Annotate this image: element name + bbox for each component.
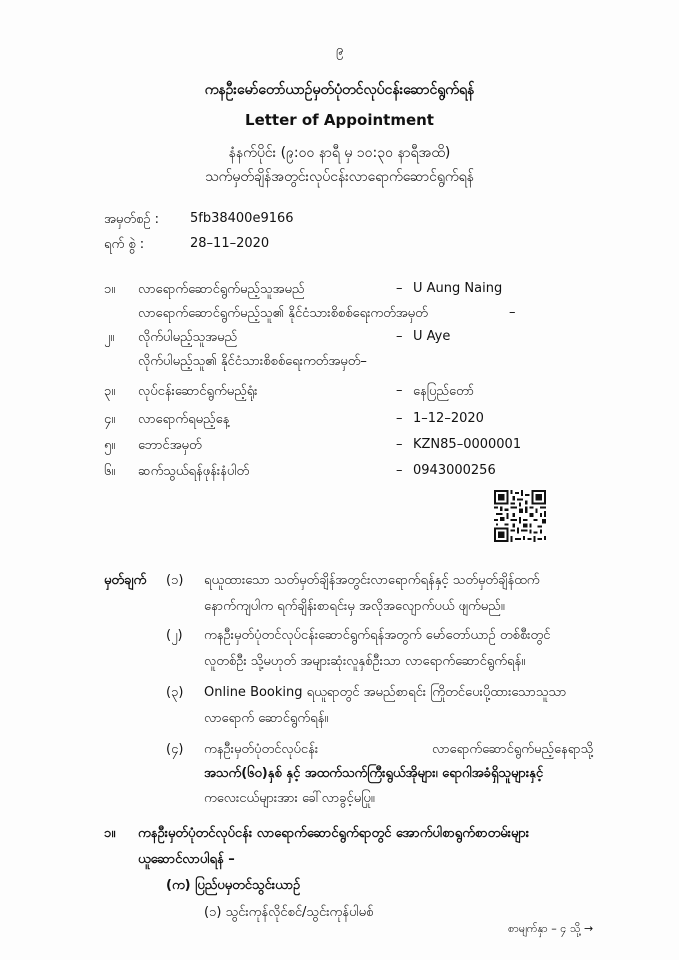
note-text: နောက်ကျပါက ရက်ချိန်းစာရင်းမှ အလိုအလျောက်ပယ် ဖျက်မည်။ xyxy=(204,599,505,614)
item-label: လိုက်ပါမည့်သူအမည် xyxy=(138,330,238,345)
item-label: ဆက်သွယ်ရန်ဖုန်းနံပါတ် xyxy=(138,464,250,479)
note-number: (၁) xyxy=(166,573,184,588)
note-text: ကလေးငယ်များအား ခေါ်လာခွင့်မပြု။ xyxy=(204,791,375,806)
item-num: ၆။ xyxy=(104,464,116,479)
item-label: လာရောက်ဆောင်ရွက်မည့်သူအမည် xyxy=(138,282,305,297)
notes-heading: မှတ်ချက် xyxy=(104,573,147,588)
ref-value: 5fb38400e9166 xyxy=(190,211,294,226)
note-text: ရယူထားသော သတ်မှတ်ချိန်အတွင်းလာရောက်ရန်နှင့် သတ်မှတ်ချိန်ထက် xyxy=(204,573,540,588)
item-dash: – xyxy=(396,411,403,426)
ref-label: အမှတ်စဉ် : xyxy=(104,212,160,227)
item-dash: – xyxy=(396,383,403,398)
section-number: ၁။ xyxy=(104,826,116,841)
qr-code-icon xyxy=(494,490,546,542)
item-label: လုပ်ငန်းဆောင်ရွက်မည့်ရုံး xyxy=(138,384,258,399)
document-title-myanmar: ကနဦးမော်တော်ယာဉ်မှတ်ပုံတင်လုပ်ငန်းဆောင်ရွက်ရန် xyxy=(204,82,475,98)
item-value: KZN85–0000001 xyxy=(413,437,522,452)
item-dash: – xyxy=(509,305,516,320)
page-number: ၉ xyxy=(335,43,344,58)
continue-note: စာမျက်နှာ – ၄ သို့ → xyxy=(508,922,594,935)
section-subitem: (၁) သွင်းကုန်လိုင်စင်/သွင်းကုန်ပါမစ် xyxy=(204,905,374,920)
note-text: ကနဦးမှတ်ပုံတင်လုပ်ငန်း xyxy=(204,742,319,757)
item-value: 1–12–2020 xyxy=(413,411,484,426)
section-text: ကနဦးမှတ်ပုံတင်လုပ်ငန်း လာရောက်ဆောင်ရွက်ရာတွင် အောက်ပါစာရွက်စာတမ်းများ xyxy=(138,826,530,841)
note-number: (၃) xyxy=(166,685,184,700)
item-label: လာရောက်ရမည့်နေ့ xyxy=(138,412,230,427)
note-text: Online Booking ရယူရာတွင် အမည်စာရင်း ကြိုတင်ပေးပို့ထားသောသူသာ xyxy=(204,685,567,700)
note-text: ကနဦးမှတ်ပုံတင်လုပ်ငန်းဆောင်ရွက်ရန်အတွက် မော်တော်ယာဉ် တစ်စီးတွင် xyxy=(204,628,551,643)
item-num: ၂။ xyxy=(104,330,115,345)
item-dash: – xyxy=(396,437,403,452)
document-title-english: Letter of Appointment xyxy=(245,111,434,129)
date-label: ရက် စွဲ : xyxy=(104,237,145,252)
item-label: လာရောက်ဆောင်ရွက်မည့်သူ၏ နိုင်ငံသားစိစစ်ရေးကတ်အမှတ် xyxy=(138,306,428,321)
description-line: သက်မှတ်ချိန်အတွင်းလုပ်ငန်းလာရောက်ဆောင်ရွက်ရန် xyxy=(205,169,474,185)
item-dash: – xyxy=(396,281,403,296)
item-value: 0943000256 xyxy=(413,463,496,478)
item-num: ၄။ xyxy=(104,412,116,427)
item-num: ၁။ xyxy=(104,282,116,297)
item-dash: – xyxy=(396,463,403,478)
note-text: လာရောက်ဆောင်ရွက်မည့်နေရာသို့ xyxy=(432,742,594,757)
note-text: လူတစ်ဦး သို့မဟုတ် အများဆုံးလူနှစ်ဦးသာ လာရောက်ဆောင်ရွက်ရန်။ xyxy=(204,654,526,669)
item-value: U Aung Naing xyxy=(413,281,503,296)
note-text: လာရောက် ဆောင်ရွက်ရန်။ xyxy=(204,711,329,726)
note-number: (၄) xyxy=(166,742,184,757)
item-dash: – xyxy=(396,329,403,344)
item-value: နေပြည်တော် xyxy=(413,384,475,399)
item-label: လိုက်ပါမည့်သူ၏ နိုင်ငံသားစိစစ်ရေးကတ်အမှတ်– xyxy=(138,354,367,369)
section-text: ယူဆောင်လာပါရန် – xyxy=(138,852,235,867)
time-range-line: နံနက်ပိုင်း (၉:၀၀ နာရီ မှ ၁၀:၃၀ နာရီအထိ) xyxy=(228,145,451,161)
item-value: U Aye xyxy=(413,329,451,344)
item-num: ၅။ xyxy=(104,438,116,453)
item-num: ၃။ xyxy=(104,384,116,399)
section-subheading: (က) ပြည်ပမှတင်သွင်းယာဉ် xyxy=(166,878,301,893)
date-value: 28–11–2020 xyxy=(190,236,270,251)
note-number: (၂) xyxy=(166,628,183,643)
note-text: အသက်(၆၀)နှစ် နှင့် အထက်သက်ကြီးရွယ်အိုများ၊ ရောဂါအခံရှိသူများနှင့် xyxy=(204,766,544,781)
item-label: ဘောင်အမှတ် xyxy=(138,438,202,453)
